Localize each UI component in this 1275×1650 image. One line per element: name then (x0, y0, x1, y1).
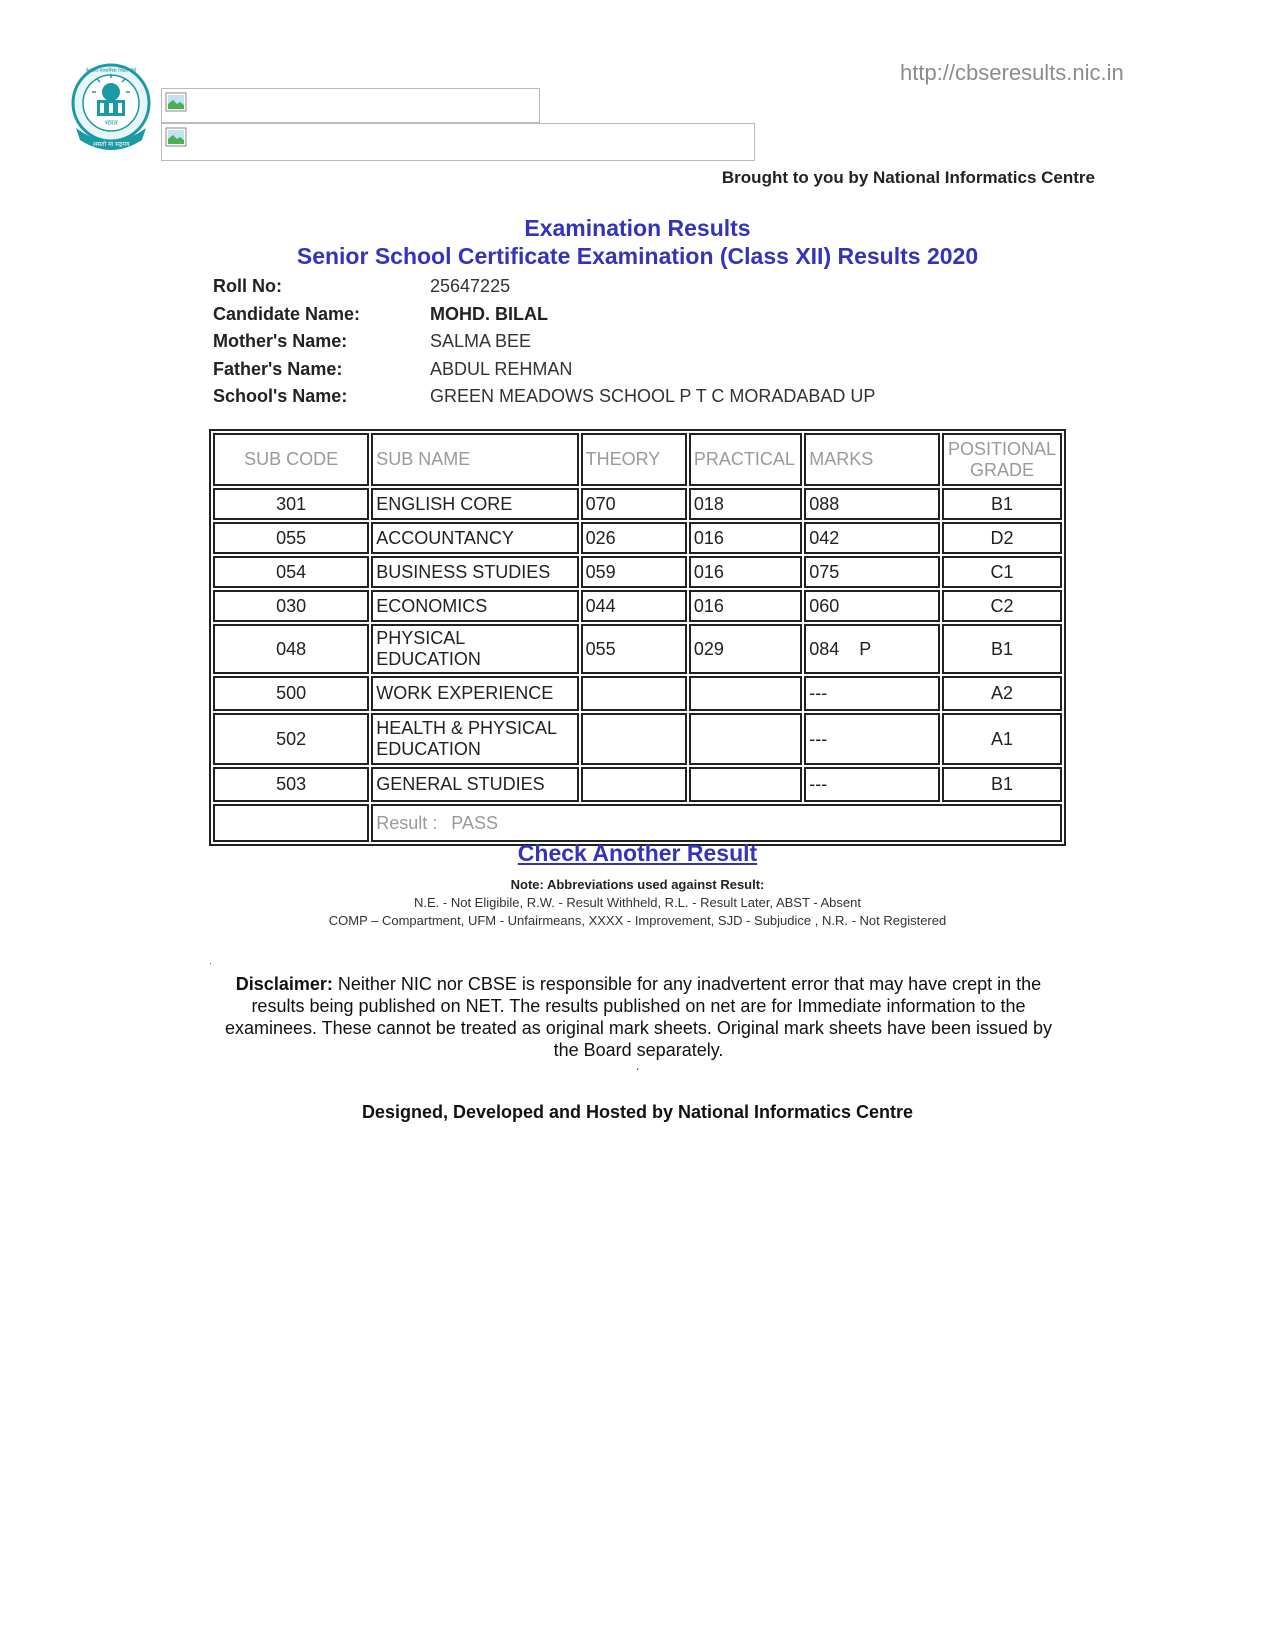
marks-cell (804, 522, 940, 554)
table-row (213, 676, 1062, 711)
marks-cell (804, 676, 940, 711)
candidate-info-value: ABDUL REHMAN (430, 358, 573, 379)
grade-cell: B1 (942, 488, 1062, 520)
header-sub-name: SUB NAME (371, 433, 578, 486)
grade-cell: A2 (942, 676, 1062, 711)
grade-cell: C2 (942, 590, 1062, 622)
site-url-link[interactable]: http://cbseresults.nic.in (900, 60, 1124, 85)
marks-cell (804, 713, 940, 765)
marks-value: 088 (809, 493, 840, 514)
candidate-info-row (213, 273, 875, 301)
theory-cell: 070 (581, 488, 687, 520)
candidate-info-row (213, 383, 875, 411)
marks-table (209, 429, 1066, 846)
check-another-result-link[interactable]: Check Another Result (517, 840, 758, 866)
sub-code-cell: 500 (213, 676, 369, 711)
marks-cell (804, 488, 940, 520)
logo-center-text: भारत (104, 119, 118, 127)
sub-code-cell: 030 (213, 590, 369, 622)
brought-by-text: Brought to you by National Informatics Centre (721, 168, 1095, 187)
sub-code-cell: 502 (213, 713, 369, 765)
table-row (213, 624, 1062, 674)
candidate-info-label: Mother's Name: (213, 331, 348, 352)
table-row (213, 488, 1062, 520)
abbreviations-note-heading: Note: Abbreviations used against Result: (510, 877, 765, 892)
practical-cell: 016 (689, 590, 802, 622)
marks-value: 075 (809, 561, 840, 582)
candidate-info-value: MOHD. BILAL (430, 303, 548, 324)
candidate-info (213, 273, 875, 411)
candidate-info-value: GREEN MEADOWS SCHOOL P T C MORADABAD UP (430, 386, 876, 407)
disclaimer-label: Disclaimer: (235, 974, 333, 994)
theory-cell (581, 713, 687, 765)
sub-code-cell: 048 (213, 624, 369, 674)
sub-name-cell: ENGLISH CORE (371, 488, 578, 520)
sub-name-cell: PHYSICAL EDUCATION (371, 624, 578, 674)
table-row (213, 556, 1062, 588)
sub-code-cell: 503 (213, 767, 369, 802)
cbse-logo-icon (70, 62, 152, 156)
logo-motto-text: असतो मा सद्गमय (92, 141, 130, 148)
sub-code-cell: 055 (213, 522, 369, 554)
theory-cell: 055 (581, 624, 687, 674)
header-banner-image-2 (161, 123, 755, 161)
marks-cell (804, 590, 940, 622)
practical-cell: 016 (689, 522, 802, 554)
result-row (213, 804, 1062, 842)
theory-cell: 059 (581, 556, 687, 588)
candidate-info-value: SALMA BEE (430, 331, 532, 352)
decorative-dot: . (635, 1058, 640, 1073)
decorative-dot: · (209, 958, 212, 968)
marks-cell (804, 767, 940, 802)
sub-code-cell: 054 (213, 556, 369, 588)
table-row (213, 590, 1062, 622)
candidate-info-value: 25647225 (430, 276, 511, 297)
grade-cell: B1 (942, 767, 1062, 802)
sub-name-cell: ACCOUNTANCY (371, 522, 578, 554)
candidate-info-label: Father's Name: (213, 358, 343, 379)
marks-value: --- (809, 774, 828, 794)
abbreviations-line-1: N.E. - Not Eligibile, R.W. - Result Withheld, R.L. - Result Later, ABST - Absent (414, 895, 861, 910)
grade-cell: D2 (942, 522, 1062, 554)
result-value: PASS (451, 812, 498, 833)
header-marks: MARKS (804, 433, 940, 486)
grade-cell: C1 (942, 556, 1062, 588)
header-banner-image-1 (161, 88, 540, 123)
header-theory: THEORY (581, 433, 687, 486)
grade-cell: B1 (942, 624, 1062, 674)
theory-cell: 044 (581, 590, 687, 622)
theory-cell (581, 676, 687, 711)
candidate-info-row (213, 356, 875, 384)
sub-name-cell: WORK EXPERIENCE (371, 676, 578, 711)
footer-credit: Designed, Developed and Hosted by National Informatics Centre (361, 1102, 914, 1122)
sub-name-cell: ECONOMICS (371, 590, 578, 622)
result-label: Result : (376, 812, 438, 833)
table-row (213, 522, 1062, 554)
practical-cell: 018 (689, 488, 802, 520)
disclaimer-text: Neither NIC nor CBSE is responsible for any inadvertent error that may have crept in the results being published on NET. The results published on net are for Immediate information to the examinees. These cannot be treated as original mark sheets. Original mark sheets have been issued by the Board separately. (224, 974, 1053, 1060)
broken-image-icon (165, 127, 187, 147)
table-header-row (213, 433, 1062, 486)
candidate-info-row (213, 301, 875, 329)
result-empty-cell (213, 804, 369, 842)
sub-name-cell: GENERAL STUDIES (371, 767, 578, 802)
theory-cell: 026 (581, 522, 687, 554)
exam-subtitle: Senior School Certificate Examination (Class XII) Results 2020 (296, 243, 979, 269)
abbreviations-line-2: COMP – Compartment, UFM - Unfairmeans, XXXX - Improvement, SJD - Subjudice , N.R. - Not Registered (328, 913, 947, 928)
candidate-info-label: Roll No: (213, 276, 282, 297)
sub-code-cell: 301 (213, 488, 369, 520)
candidate-info-row (213, 328, 875, 356)
result-cell (371, 804, 1062, 842)
grade-cell: A1 (942, 713, 1062, 765)
marks-cell (804, 556, 940, 588)
practical-cell (689, 713, 802, 765)
candidate-info-label: School's Name: (213, 386, 348, 407)
marks-value: --- (809, 683, 828, 703)
header-positional-grade: POSITIONAL GRADE (942, 433, 1062, 486)
practical-cell: 029 (689, 624, 802, 674)
marks-value: 084 (809, 638, 840, 659)
page-title: Examination Results (524, 215, 751, 241)
marks-value: 042 (809, 527, 840, 548)
practical-cell (689, 676, 802, 711)
sub-name-cell: BUSINESS STUDIES (371, 556, 578, 588)
sub-name-cell: HEALTH & PHYSICAL EDUCATION (371, 713, 578, 765)
header-practical: PRACTICAL (689, 433, 802, 486)
marks-value: --- (809, 728, 828, 749)
disclaimer (216, 973, 1061, 1061)
marks-flag: P (859, 638, 872, 659)
logo-board-text: केन्द्रीय माध्यमिक शिक्षा बोर्ड (85, 68, 137, 74)
table-row (213, 713, 1062, 765)
broken-image-icon (165, 92, 187, 112)
practical-cell: 016 (689, 556, 802, 588)
marks-value: 060 (809, 595, 840, 616)
candidate-info-label: Candidate Name: (213, 303, 361, 324)
table-row (213, 767, 1062, 802)
header-sub-code: SUB CODE (213, 433, 369, 486)
marks-cell (804, 624, 940, 674)
theory-cell (581, 767, 687, 802)
practical-cell (689, 767, 802, 802)
